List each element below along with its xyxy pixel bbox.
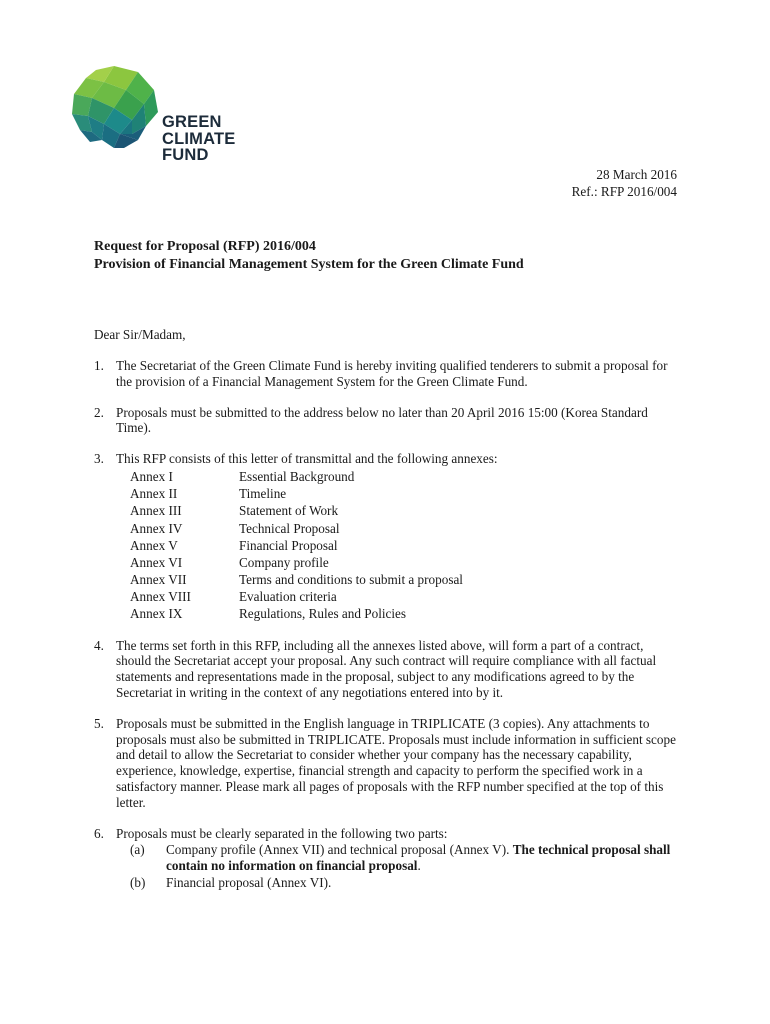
annex-list: [130, 468, 679, 623]
annex-number: Annex V: [130, 537, 178, 553]
annex-number: Annex II: [130, 486, 178, 502]
title-line-2: Provision of Financial Management System for the Green Climate Fund: [94, 257, 524, 272]
annex-row: [130, 468, 679, 485]
annex-row: [130, 520, 679, 537]
part-text: Company profile (Annex VII) and technical proposal (Annex V).: [166, 842, 513, 858]
paragraph-text: Proposals must be clearly separated in the following two parts:: [116, 825, 448, 841]
paragraph-number: 1.: [94, 358, 104, 373]
letter-title: [94, 238, 524, 274]
annex-number: Annex III: [130, 503, 182, 519]
logo-wordmark: [162, 114, 236, 164]
annex-number: Annex VII: [130, 572, 187, 588]
paragraph-1: [94, 358, 679, 390]
part-bold-text: The technical proposal shall contain no information on financial proposal: [166, 842, 671, 874]
part-b: [116, 875, 679, 891]
paragraph-5: [94, 716, 679, 811]
paragraph-number: 4.: [94, 637, 104, 653]
paragraph-text: Proposals must be submitted to the address below no later than 20 April 2016 15:00 (Korea Standard Time).: [116, 404, 648, 436]
annex-title: Technical Proposal: [239, 520, 340, 536]
annex-row: [130, 605, 679, 622]
part-label: (a): [130, 842, 145, 858]
annex-title: Financial Proposal: [239, 537, 338, 553]
annex-number: Annex IX: [130, 606, 183, 622]
paragraph-6: [94, 826, 679, 891]
annex-row: [130, 588, 679, 605]
annex-row: [130, 537, 679, 554]
paragraph-3: [94, 451, 679, 622]
letter-meta: [572, 166, 677, 200]
logo-line-green: GREEN: [162, 113, 222, 131]
annex-title: Company profile: [239, 554, 329, 570]
paragraph-text: Proposals must be submitted in the English language in TRIPLICATE (3 copies). Any attachments to proposals must also be submitted in TRIPLICATE. Proposals must include information in sufficient scope and detail to allow the Secretariat to consider whether your company has the necessary capability, experience, knowledge, expertise, financial strength and capacity to perform the specified work in a satisfactory manner. Please mark all pages of proposals with the RFP number specified at the top of this letter.: [116, 715, 676, 810]
paragraph-2: [94, 405, 679, 437]
letter-reference: Ref.: RFP 2016/004: [571, 184, 677, 199]
paragraph-number: 2.: [94, 404, 104, 420]
title-line-1: Request for Proposal (RFP) 2016/004: [94, 239, 316, 254]
annex-row: [130, 554, 679, 571]
annex-title: Terms and conditions to submit a proposal: [239, 572, 463, 588]
paragraph-text: The terms set forth in this RFP, including all the annexes listed above, will form a part of a contract, should the Secretariat accept your proposal. Any such contract will require compliance with all factual statements and representations made in the proposal, subject to any modifications agreed to by the Secretariat in writing in the context of any negotiations entered into by it.: [116, 637, 657, 701]
letter-date: 28 March 2016: [596, 167, 677, 182]
paragraph-text: The Secretariat of the Green Climate Fund is hereby inviting qualified tenderers to submit a proposal for the provision of a Financial Management System for the Green Climate Fund.: [116, 358, 668, 389]
salutation: Dear Sir/Madam,: [94, 327, 186, 342]
annex-row: [130, 571, 679, 588]
globe-logo-icon: [68, 64, 160, 150]
annex-row: [130, 485, 679, 502]
part-label: (b): [130, 875, 146, 891]
part-text: Financial proposal (Annex VI).: [166, 875, 332, 891]
annex-title: Statement of Work: [239, 503, 339, 519]
green-climate-fund-logo: [68, 64, 248, 174]
paragraph-number: 5.: [94, 715, 104, 731]
annex-number: Annex IV: [130, 520, 183, 536]
paragraph-number: 6.: [94, 825, 104, 841]
paragraph-text: This RFP consists of this letter of transmittal and the following annexes:: [116, 451, 498, 467]
annex-number: Annex VIII: [130, 589, 191, 605]
paragraph-number: 3.: [94, 451, 104, 467]
annex-number: Annex VI: [130, 554, 183, 570]
logo-line-fund: FUND: [162, 146, 209, 164]
letter-body: [94, 358, 679, 906]
annex-title: Regulations, Rules and Policies: [239, 606, 407, 622]
part-a: [116, 842, 679, 874]
annex-title: Timeline: [239, 486, 287, 502]
annex-title: Essential Background: [239, 468, 355, 484]
part-text-end: .: [417, 858, 421, 874]
paragraph-4: [94, 638, 679, 701]
annex-title: Evaluation criteria: [239, 589, 337, 605]
annex-row: [130, 502, 679, 519]
logo-line-climate: CLIMATE: [162, 129, 236, 148]
annex-number: Annex I: [130, 468, 173, 484]
